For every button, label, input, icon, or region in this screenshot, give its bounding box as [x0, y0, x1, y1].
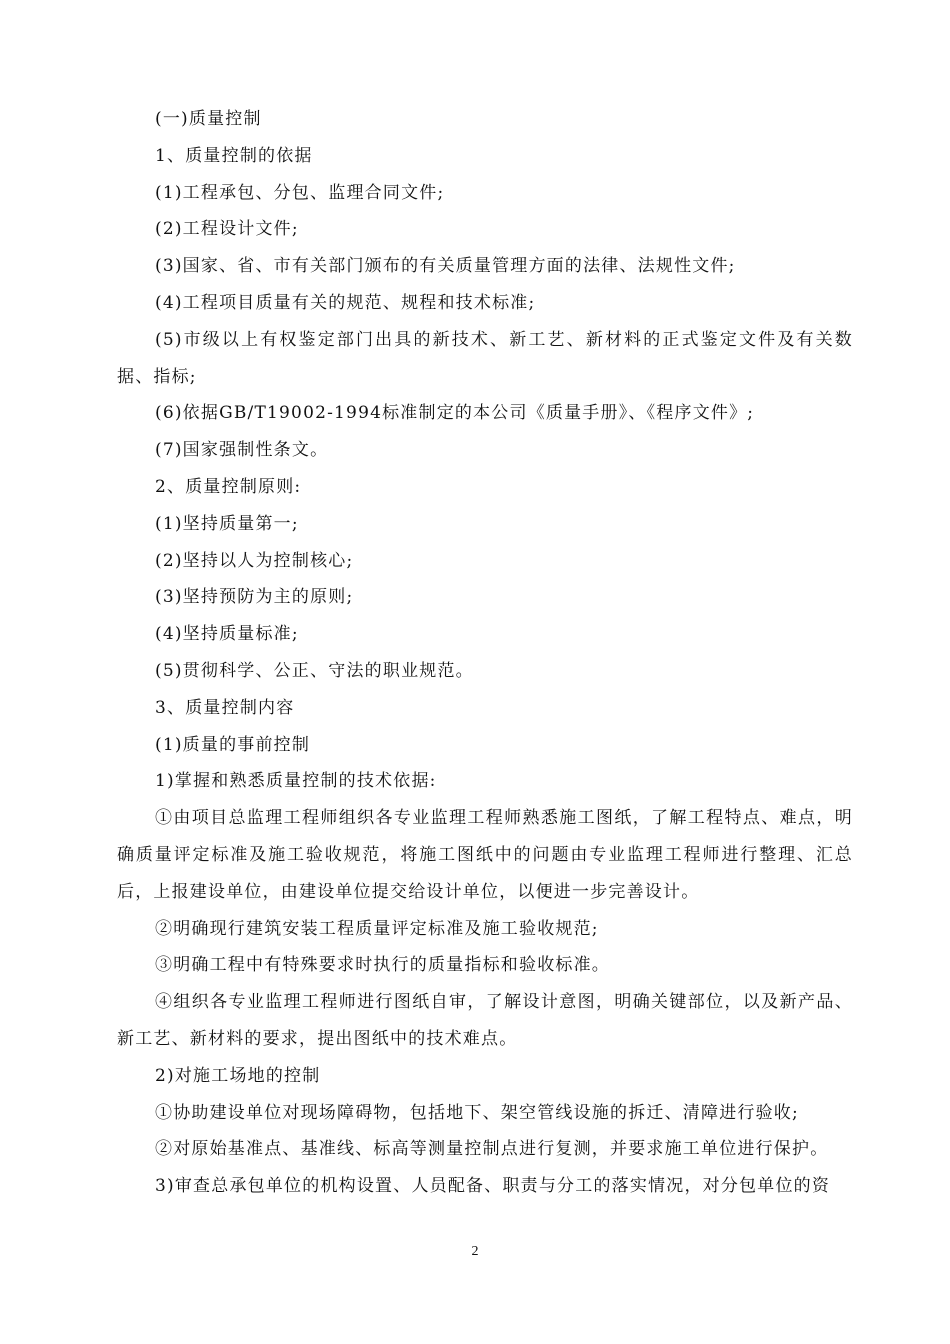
subsection-heading: 2)对施工场地的控制 — [155, 1065, 321, 1086]
section-heading-basis: 1、质量控制的依据 — [155, 145, 313, 166]
body-paragraph: ④组织各专业监理工程师进行图纸自审，了解设计意图，明确关键部位，以及新产品、新工艺、新材料的要求，提出图纸中的技术难点。 — [117, 992, 853, 1049]
heading-quality-control: (一)质量控制 — [155, 109, 262, 129]
body-paragraph: ②对原始基准点、基准线、标高等测量控制点进行复测，并要求施工单位进行保护。 — [155, 1139, 829, 1160]
body-paragraph: ①协助建设单位对现场障碍物，包括地下、架空管线设施的拆迁、清障进行验收; — [155, 1102, 799, 1123]
list-item: (5)贯彻科学、公正、守法的职业规范。 — [155, 660, 474, 681]
list-item: (6)依据GB/T19002-1994标准制定的本公司《质量手册》、《程序文件》; — [155, 403, 755, 424]
list-item: (7)国家强制性条文。 — [155, 440, 329, 461]
subsection-heading: 1)掌握和熟悉质量控制的技术依据: — [155, 771, 437, 792]
body-paragraph: ②明确现行建筑安装工程质量评定标准及施工验收规范; — [155, 918, 599, 939]
list-item: (1)坚持质量第一; — [155, 513, 299, 534]
section-heading-principles: 2、质量控制原则: — [155, 476, 302, 497]
list-item: (2)工程设计文件; — [155, 219, 299, 240]
list-item: (1)工程承包、分包、监理合同文件; — [155, 182, 445, 203]
section-heading-content: 3、质量控制内容 — [155, 697, 295, 718]
body-text — [117, 101, 853, 1205]
body-paragraph: ①由项目总监理工程师组织各专业监理工程师熟悉施工图纸，了解工程特点、难点，明确质量评定标准及施工验收规范，将施工图纸中的问题由专业监理工程师进行整理、汇总后，上报建设单位，由建设单位提交给设计单位，以便进一步完善设计。 — [117, 808, 853, 902]
list-item: (4)工程项目质量有关的规范、规程和技术标准; — [155, 292, 536, 313]
list-item: (3)坚持预防为主的原则; — [155, 587, 354, 608]
list-item: (3)国家、省、市有关部门颁布的有关质量管理方面的法律、法规性文件; — [155, 256, 736, 277]
list-item: (5)市级以上有权鉴定部门出具的新技术、新工艺、新材料的正式鉴定文件及有关数据、指标; — [117, 329, 853, 387]
body-paragraph: 3)审查总承包单位的机构设置、人员配备、职责与分工的落实情况，对分包单位的资 — [155, 1176, 831, 1197]
subsection-heading: (1)质量的事前控制 — [155, 734, 311, 755]
body-paragraph: ③明确工程中有特殊要求时执行的质量指标和验收标准。 — [155, 955, 610, 976]
page-number: 2 — [471, 1244, 479, 1259]
list-item: (2)坚持以人为控制核心; — [155, 550, 354, 571]
list-item: (4)坚持质量标准; — [155, 624, 299, 645]
